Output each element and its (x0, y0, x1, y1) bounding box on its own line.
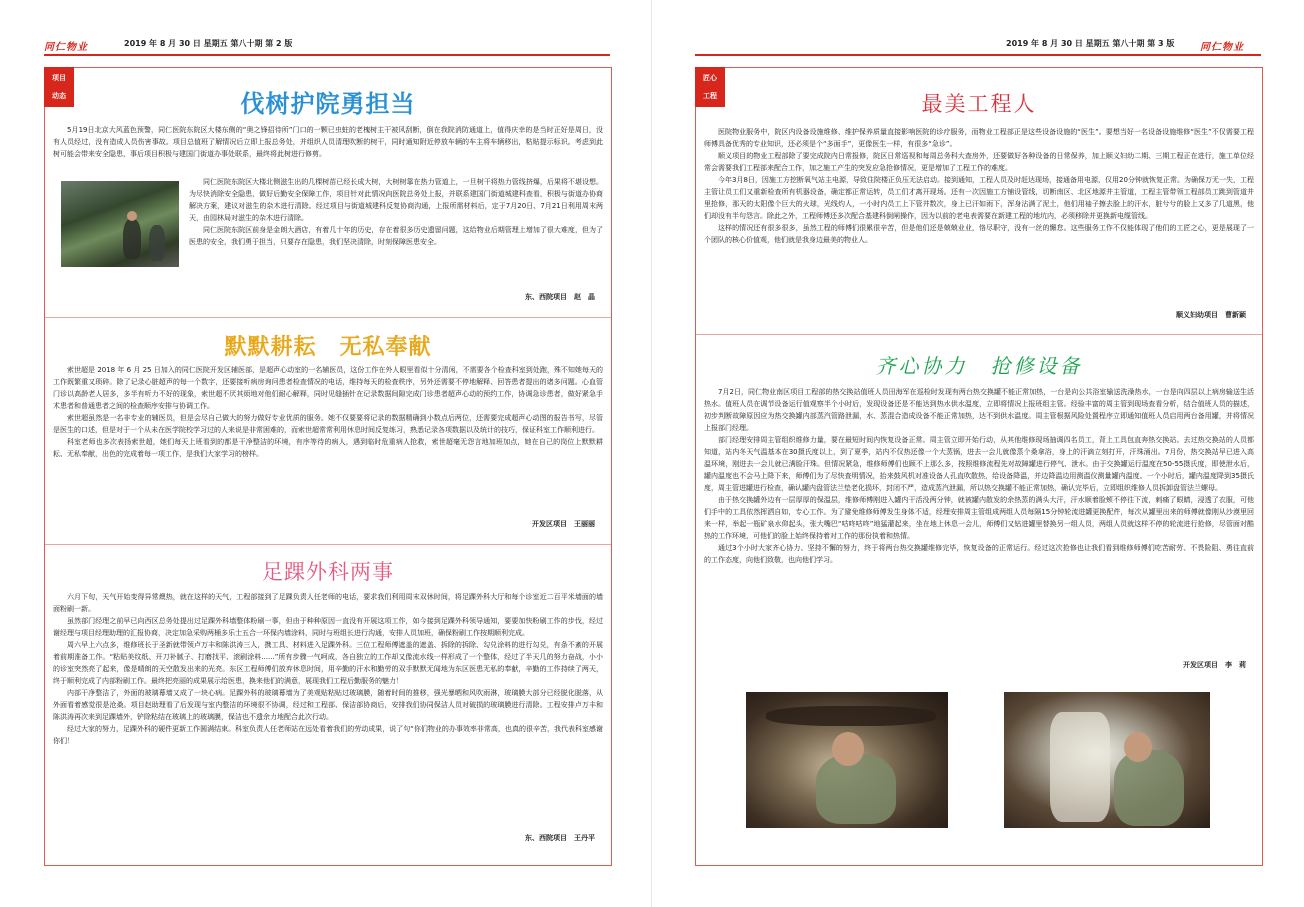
article-title-repair-together: 齐心协力 抢修设备 (875, 354, 1083, 378)
paragraph: 这样的情况还有很多很多，虽然工程的师傅们很累很辛苦，但是他们还是兢兢业业，恪尽职守，没有一丝的懈怠。这些服务工作不仅能体现了他们的工匠之心，更是展现了一个团队的核心价值观，他们就是我身边最美的物业人。 (704, 224, 1254, 244)
signature-tree-cutting: 东、西院项目 赵 晶 (525, 293, 595, 301)
photo-tank-repair (1004, 692, 1210, 828)
paragraph: 部门经理安排周主管组织维修力量，要在最短时间内恢复设备正常。周主管立即开始行动，从其他维修现场抽调四名员工，背上工具包直奔热交换站。去过热交换站的人员都知道，站内冬天气温基本在30摄氏度以上，到了夏季，站内不仅热还像一个大蒸锅，进去一会儿就像蒸个桑拿浴，身上的汗滴立刻打开，汗珠涌出。7月份，热交换站早已进入高温环境，刚进去一会儿就已满脸汗珠。但情况紧急，维修师傅们也顾不上那么多，按照维修流程先对故障罐进行停气、泄水。由于交换罐运行温度在50-55摄氏度，即使泄水后，罐内温度也不会马上降下来，师傅们为了尽快查明情况，抬来鼓风机对准设备人孔直吹散热，给设备降温，并边降温边用测温仪测量罐内温度。一个小时后，罐内温度降到35摄氏度，周主管进罐进行检查，确认罐内盘管法兰垫老化损坏，封闭不严，造成蒸汽泄漏，所以热交换罐不能正常加热，确认完毕后，立即组织维修人员拆卸盘管法兰螺母。 (704, 436, 1254, 492)
left-header-brand (44, 38, 88, 54)
right-header-date: 2019 年 8 月 30 日 星期五 第八十期 第 3 版 (1006, 39, 1175, 48)
left-header-date: 2019 年 8 月 30 日 星期五 第八十期 第 2 版 (124, 39, 293, 48)
photo-technician-in-tank (746, 692, 948, 828)
article-body-repair-together (704, 386, 1254, 654)
right-header-brand (1200, 38, 1244, 54)
paragraph: 内部干净整洁了，外面的玻璃幕墙又成了一块心病。足踝外科的玻璃幕墙为了美观贴粘贴过玻璃膜，随着时间的推移，强光暴晒和风吹雨淋，玻璃膜大部分已经脱化脱落，从外面看着感觉很是沧桑。项目赵助理看了后发现与室内整洁的环境很不协调，经过和工程部、保洁部协商后，安排我们协同保洁人员对破损的玻璃膜进行清除。工程安排卢万丰和陈洪涛再次来到足踝墙外，铲除粘结在玻璃上的玻璃膜，保洁也不遗余力地配合此次行动。 (53, 689, 603, 721)
article-divider (45, 317, 611, 318)
article-title-foot-ankle: 足踝外科两事 (262, 560, 394, 584)
article-divider (45, 544, 611, 545)
right-page (652, 0, 1304, 907)
article-body-tree-cutting (189, 176, 603, 286)
paragraph: 虽然部门经理之前早已向西区总务处提出过足踝外科墙整体粉刷一事，但由于种种原因一直没有开展这项工作，如今接到足踝外科领导通知，要要加快粉刷工作的步伐，经过谢经理与项目经理助理的汇报协商，决定加急采购两桶多乐士五合一环保内墙涂料，同时与班组长进行沟通，安排人员加班，确保粉刷工作按期顺利完成。 (53, 617, 603, 637)
paragraph: 索世超是 2018 年 6 月 25 日加入的同仁医院开发区辅医部，是超声心动室的一名辅医员，这份工作在外人眼里看似十分清闲，不需要各个检查科室到处跑，殊不知她每天的工作既繁重又琐碎。除了记录心脏超声的每一个数字，还要接听病房询问患者检查情况的电话，维持每天的检查秩序，另外还需要不停地解释、回答患者提出的诸多问题。心血管门诊以高龄老人居多，多半有听力不好的现象，索世超不厌其烦地对他们耐心解释，同时见缝插针在记录数据间隙完成门诊患者超声心动的预约工作，协调急诊患者，做好紧急手术患者和普通患者之间的检查顺序安排与协调工作。 (53, 366, 603, 410)
paragraph: 今年3月8日，因施工方挖断氧气站主电源，导致住院楼正负压无法启动。接到通知，工程人员及时赶达现场，接通备用电源，仅用20分钟就恢复正常。为确保万无一失，工程主管让员工们又重新检查所有机器设备，确定都正常运转，员工们才离开现场。还有一次因施工方铺设管线，切断南区、北区地源井主管道，工程主管带领工程部员工跳到管道井里抢修，那天的太阳像个巨大的火球，光线灼人，一小时内员工上下管井数次，身上已汗如雨下，浑身沾满了泥土，他们用袖子擦去脸上的汗水，脏兮兮的脸上又多了几道黑，他们却没有半句怨言。除此之外，工程师傅还多次配合基建科倒闸操作，因为以前的老电表需要在新建工程的地坑内，必须移除并更换新电缆管线。 (704, 176, 1254, 220)
article-body-best-engineer (704, 126, 1254, 310)
paragraph: 5月19日北京大风蓝色预警，同仁医院东院区大楼东侧的“奥之锋招待所”门口的一颗已虫蛀的老槐树主干被风刮断，倒在我院消防通道上，值得庆幸的是当时正好是周日，没有人员经过，没有造成人员伤害事故。项目总值班了解情况后立即上报总务处，并组织人员清理吹断的树干，同时通知附近停放车辆的车主将车辆移出，粘贴提示标识。考虑到此树可能会带来安全隐患，事后项目积极与建国门街道办事处联系，最终将此树进行修剪。 (53, 126, 603, 158)
paragraph: 六月下旬，天气开始变得异常燠热，就在这样的天气，工程部接到了足踝负责人任老师的电话，要求我们利用周末双休时间，将足踝外科大厅和每个诊室近二百平米墙面的墙面粉刷一新。 (53, 593, 603, 613)
brand-logo: 同仁物业 (44, 42, 88, 53)
signature-foot-ankle: 东、西院项目 王丹平 (525, 834, 595, 842)
paragraph: 同仁医院东院区前身是金朗大酒店，有着几十年的历史，存在着很多历史遗留问题，这给物业后期管理上增加了很大难度，但为了医患的安全，我们勇于担当，只要存在隐患，我们坚决清除，时刻保障医患安全。 (189, 226, 603, 246)
right-tag-line-1: 匠心 (703, 74, 717, 82)
signature-repair-together: 开发区项目 李 莉 (1183, 661, 1246, 669)
paragraph: 经过大家的努力，足踝外科的硬件更新工作圆满结束。科室负责人任老师站在远处看着我们的劳动成果，说了句“你们物业的办事效率非常高，也真的很辛苦，我代表科室感谢你们！ (53, 725, 603, 745)
left-header-rule (44, 54, 610, 56)
right-tag-line-2: 工程 (703, 92, 717, 100)
article-title-silent-dedication: 默默耕耘 无私奉献 (224, 335, 432, 360)
paragraph: 科室老师也多次表扬索世超，她们每天上班看到的都是干净整洁的环境，有序等待的病人，遇到临时危重病人抢救，索世超毫无怨言地加班加点，她在自己的岗位上默默耕耘、无私奉献，出色的完成着每一项工作，是我们大家学习的榜样。 (53, 438, 603, 458)
paragraph: 通过3个小时大家齐心协力、坚持不懈的努力，终于将两台热交换罐维修完毕，恢复设备的正常运行。经过这次抢修也让我们看到维修师傅们吃苦耐劳、不畏险阻、勇往直前的工作态度，向他们致敬，也向他们学习。 (704, 544, 1254, 564)
paragraph: 顺义项目的物业工程部除了要完成院内日常报修，院区日常巡视和每周总务科大查房外，还要做好各种设备的日常保养，加上顺义妇幼二期、三期工程正在进行，施工单位经常会需要我们工程部来配合工作，加之施工产生的突发应急抢修情况，更是增加了工程工作的难度。 (704, 152, 1254, 172)
signature-best-engineer: 顺义妇幼项目 曹新颖 (1176, 311, 1246, 319)
right-header-rule (695, 54, 1261, 56)
right-content-frame (695, 67, 1263, 866)
article-title-tree-cutting: 伐树护院勇担当 (240, 90, 416, 118)
article-body-silent-dedication (53, 364, 603, 512)
paragraph: 由于热交换罐外边有一层厚厚的保温层，维修师傅刚进入罐内干活没两分钟，就被罐内散发的余热蒸的满头大汗，汗水顺着脸颊不停往下流，刺痛了眼睛，浸透了衣服，可他们手中的工具依然挥洒自如，专心工作。为了避免维修师傅发生身体不适，经理安排周主管组成两组人员每隔15分钟轮流进罐更换配件，每次从罐里出来的师傅就像刚从沙漠里回来一样，举起一瓶矿泉水仰起头，张大嘴巴“咕咚咕咚”地猛灌起来，坐在地上休息一会儿，师傅们又钻进罐里替换另一组人员，两组人员就这样不停的轮流进行抢修，尽管面对酷热的工作环境，可他们的脸上始终保持着对工作的那份执着和热情。 (704, 496, 1254, 540)
signature-silent-dedication: 开发区项目 王丽丽 (532, 520, 595, 528)
article-divider (696, 334, 1262, 335)
article-body-foot-ankle (53, 591, 603, 831)
left-tag-line-1: 项目 (52, 74, 66, 82)
paragraph: 周六早上六点多，维修班长于圣新就带领卢万丰和陈洪涛三人，携工具、材料进入足踝外科。三位工程师傅遮盖的遮盖、拆除的拆除、勾兑涂料的进行勾兑，有条不紊的开展着前期准备工作。“粘贴美纹纸、开刀补腻子、打磨找平、滚刷涂料......”所有步骤一气呵成，各自独立的工作却又像流水线一样形成了一个整体，经过了半天几的努力奋战，小小的诊室突然亮了起来，像是晴朗的天空散发出来的光亮。东区工程师傅们放弃休息时间，用辛勤的汗水和勤劳的双手默默无闻地为东区医患无私的奉献，辛勤的工作持续了两天，终于顺利完成了内部粉刷工作。最终把亮丽的成果展示给医患，换来他们的满意，展现我们工程后勤服务的魅力！ (53, 641, 603, 685)
paragraph: 索世超虽然是一名非专业的辅医员，但是会尽自己做大的努力做好专业优质的服务。她不仅要要将记录的数据精确到小数点后两位，还需要完成超声心动图的报告书写，尽管是医生的口述，但是对于一个从未在医学院校学习过的人来说是非常困难的，而索世超常常利用休息时间反复练习，熟悉记录各项数据以及统计的技巧，保证科室工作顺利进行。 (53, 414, 603, 434)
left-content-frame (44, 67, 612, 866)
photo-fallen-tree (61, 181, 179, 267)
paragraph: 同仁医院东院区大楼北侧滋生出的几棵树苗已经长成大树，大树树靠在热力管道上，一旦树干将热力管线挤爆，后果将不堪设想。为尽快消除安全隐患，做好后勤安全保障工作，项目针对此情况向医院总务处上报，并联系建国门街道城建科查看，积极与街道办协商解决方案，建议对滋生的杂木进行清除。经过项目与街道城建科反复协商沟通，上报所需材料后，定于7月20日、7月21日利用周末两天，由园林局对滋生的杂木进行清除。 (189, 178, 603, 222)
article-body-tree-cutting-intro (53, 124, 603, 174)
left-tag-line-2: 动态 (52, 92, 66, 100)
brand-logo: 同仁物业 (1200, 42, 1244, 53)
paragraph: 7月2日，同仁物业南区项目工程部的热交换站值班人员田海军在巡检时发现有两台热交换罐不能正常加热，一台是向公共浴室输送洗澡热水，一台是向四层以上病房输送生活热水。值班人员在调节设备运行值观察半个小时后，发现设备还是不能达到热水供水温度，立即将情况上报班组主管。经验丰富的周主管到现场查看分析，结合值班人员的描述，初步判断故障原因应为热交换罐内部蒸汽管路泄漏，水、蒸混合造成设备不能正常加热，达不到供水温度。周主管根据风险处置程序立即通知值班人员启用两台备用罐，并将情况上报部门经理。 (704, 388, 1254, 432)
paragraph: 医院物业服务中，院区内设备设施维修、维护保养质量直接影响医院的诊疗服务，而物业工程部正是这些设备设施的“医生”。要想当好一名设备设施维修“医生”不仅需要工程师傅具备优秀的专业知识，还必须是个“多面手”，更像医生一样，有很多“急诊”。 (704, 128, 1254, 148)
article-title-best-engineer: 最美工程人 (921, 92, 1037, 116)
